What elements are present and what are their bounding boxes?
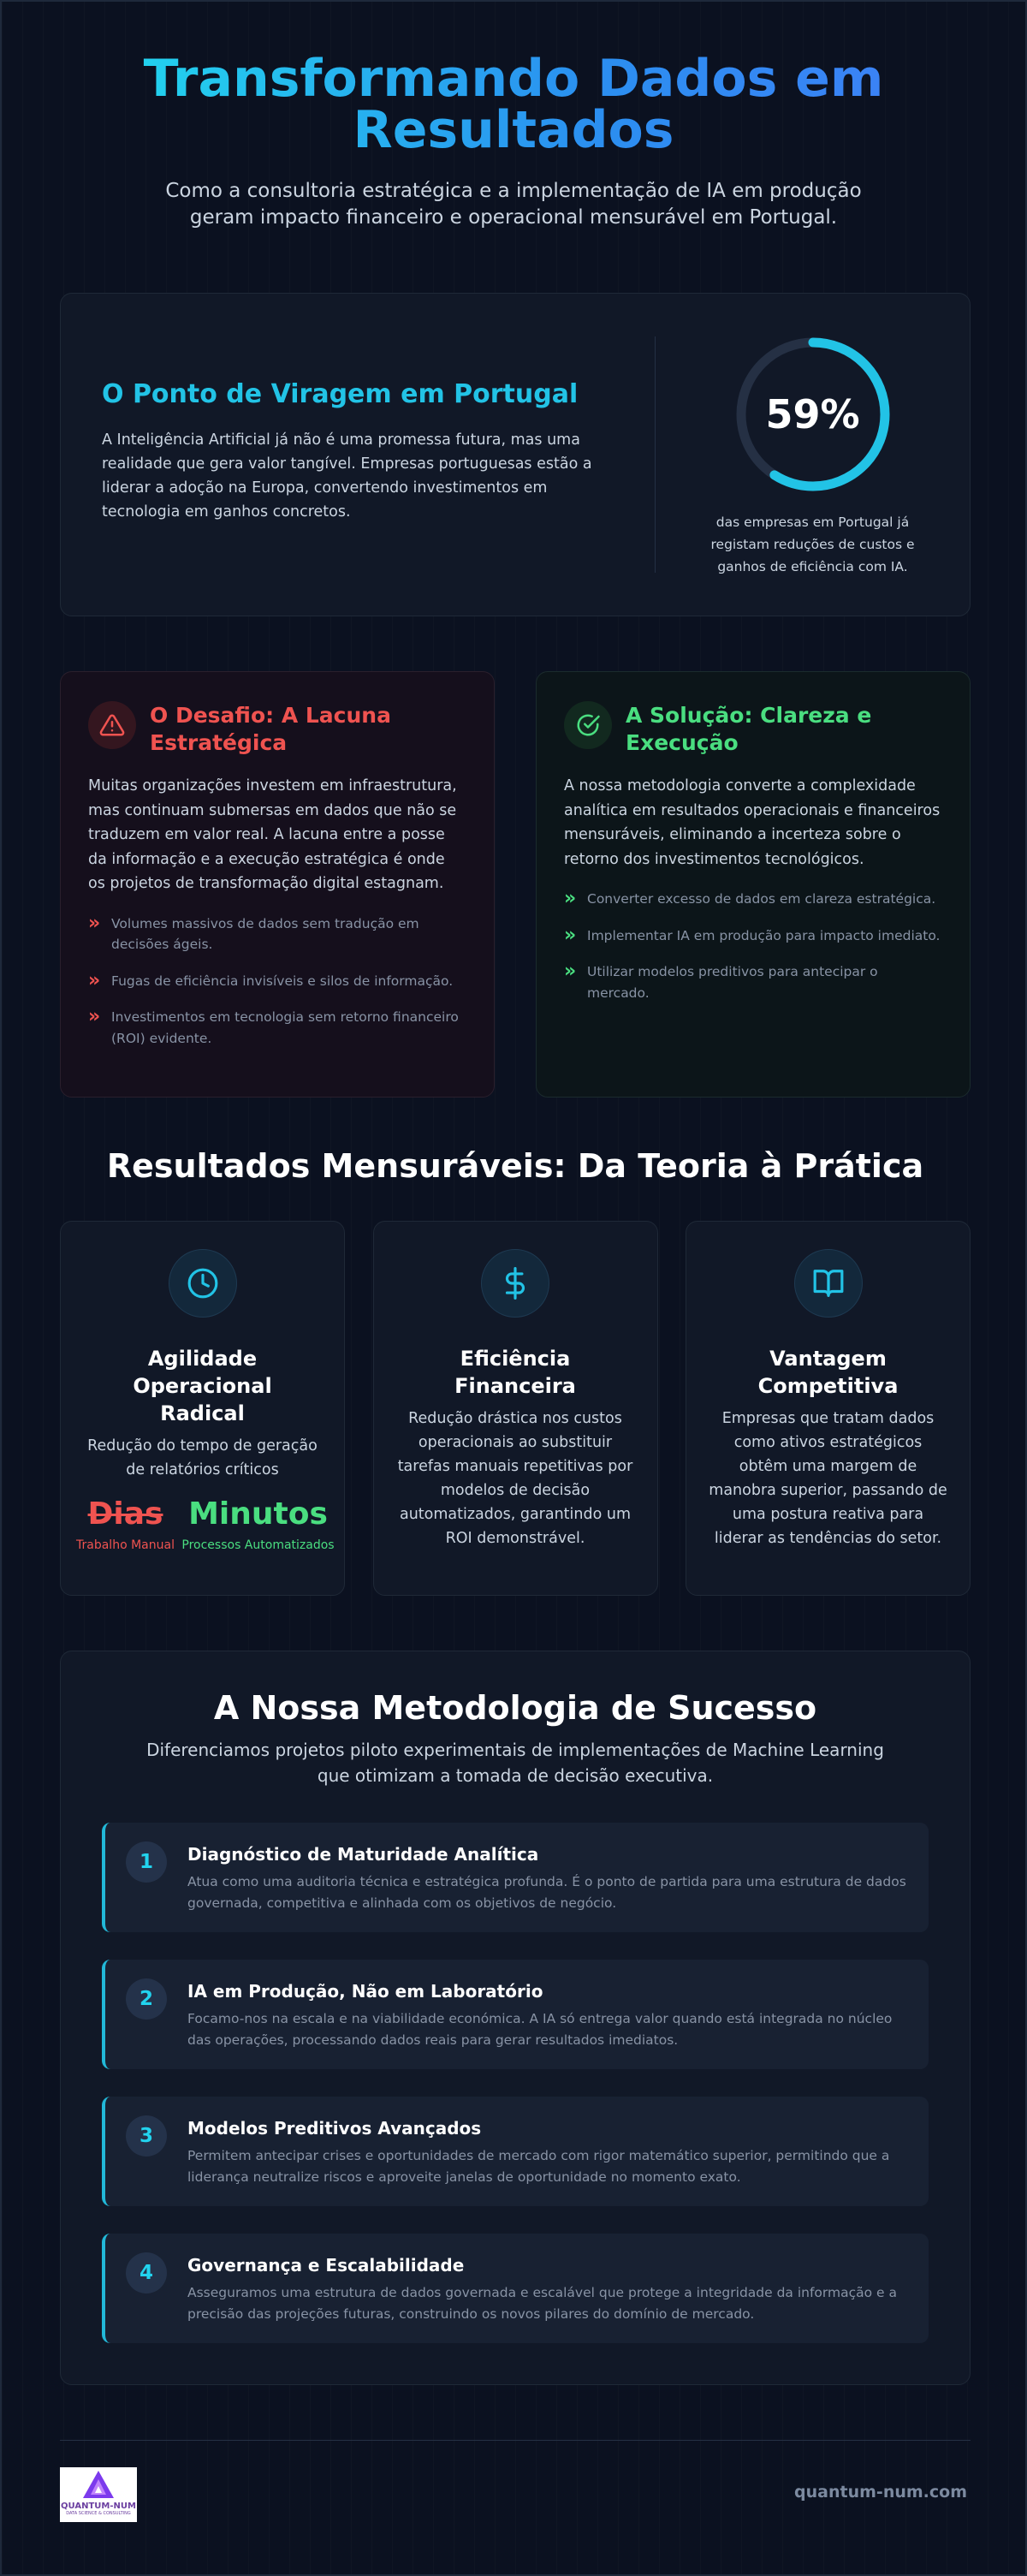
challenge-text: Muitas organizações investem em infraestrutura, mas continuam submersas em dados que não se traduzem em valor real. A lacuna entre a posse da informação e a execução estratégica é onde os projetos de transformação digital estagnam. <box>88 777 457 892</box>
challenge-list <box>88 913 466 1050</box>
logo-tagline: DATA SCIENCE & CONSULTING <box>66 2511 131 2516</box>
result-card-finance <box>373 1221 658 1596</box>
percent-value: 59% <box>765 391 860 437</box>
after-label: Processos Automatizados <box>181 1538 335 1552</box>
after-value: Minutos <box>188 1496 328 1532</box>
company-logo[interactable] <box>60 2467 137 2522</box>
step-text: Atua como uma auditoria técnica e estratégica profunda. É o ponto de partida para uma estrutura de dados governada, competitiva e alinhada com os objetivos de negócio. <box>187 1874 906 1911</box>
page-subtitle: Como a consultoria estratégica e a implementação de IA em produção geram impacto financeiro e operacional mensurável em Portugal. <box>165 180 862 229</box>
percent-caption: das empresas em Portugal já registam reduções de custos e ganhos de eficiência com IA. <box>710 515 915 574</box>
chevron-right-icon: » <box>88 912 101 934</box>
methodology-step <box>102 2097 929 2206</box>
methodology-title: A Nossa Metodologia de Sucesso <box>213 1689 817 1727</box>
methodology-step <box>102 2234 929 2343</box>
dollar-icon <box>481 1249 549 1318</box>
step-title: Governança e Escalabilidade <box>187 2255 465 2276</box>
methodology-subtitle: Diferenciamos projetos piloto experimentais de implementações de Machine Learning que otimizam a tomada de decisão executiva. <box>146 1740 884 1786</box>
step-number: 4 <box>126 2252 167 2293</box>
challenge-panel <box>60 671 495 1098</box>
challenge-solution-row <box>60 671 971 1098</box>
step-number: 1 <box>126 1841 167 1883</box>
result-card-competitive <box>686 1221 971 1596</box>
percent-ring <box>733 335 893 494</box>
viragem-text: A Inteligência Artificial já não é uma promessa futura, mas uma realidade que gera valor tangível. Empresas portuguesas estão a liderar a adoção na Europa, convertendo investimentos em tecnologia em ganhos concretos. <box>102 431 592 521</box>
result-card-agility <box>60 1221 345 1596</box>
challenge-title: O Desafio: A Lacuna Estratégica <box>150 703 391 755</box>
check-circle-icon <box>564 701 612 749</box>
chevron-right-icon: » <box>88 969 101 991</box>
step-title: IA em Produção, Não em Laboratório <box>187 1981 543 2002</box>
methodology-section <box>60 1651 971 2385</box>
chevron-right-icon: » <box>564 924 577 946</box>
result-card-title: Eficiência Financeira <box>454 1347 576 1398</box>
result-card-text: Redução drástica nos custos operacionais ao substituir tarefas manuais repetitivas por modelos de decisão automatizados, garantindo um ROI demonstrável. <box>397 1410 633 1547</box>
chevron-right-icon: » <box>564 888 577 909</box>
solution-title: A Solução: Clareza e Execução <box>626 703 872 755</box>
results-cards <box>60 1221 971 1596</box>
before-after-comparison <box>61 1497 344 1555</box>
list-item: » Utilizar modelos preditivos para antecipar o mercado. <box>564 961 942 1003</box>
step-title: Modelos Preditivos Avançados <box>187 2118 482 2139</box>
step-number: 2 <box>126 1978 167 2020</box>
chevron-right-icon: » <box>564 961 577 982</box>
results-title: Resultados Mensuráveis: Da Teoria à Prática <box>106 1147 924 1185</box>
logo-text: QUANTUM-NUM <box>61 2502 136 2511</box>
logo-mark-icon <box>80 2469 117 2500</box>
page-title: Transformando Dados em Resultados <box>128 53 899 156</box>
result-card-text: Empresas que tratam dados como ativos estratégicos obtêm uma margem de manobra superior, passando de uma postura reativa para liderar as tendências do setor. <box>709 1410 947 1547</box>
website-link[interactable]: quantum-num.com <box>794 2483 967 2502</box>
viragem-title: O Ponto de Viragem em Portugal <box>102 379 579 409</box>
step-text: Permitem antecipar crises e oportunidades de mercado com rigor matemático superior, permitindo que a liderança neutralize riscos e aproveite janelas de oportunidade no momento exato. <box>187 2148 890 2185</box>
list-item: » Investimentos em tecnologia sem retorno financeiro (ROI) evidente. <box>88 1007 466 1049</box>
viragem-card <box>60 293 971 616</box>
list-item: » Volumes massivos de dados sem tradução em decisões ágeis. <box>88 913 466 955</box>
before-label: Trabalho Manual <box>76 1538 175 1552</box>
step-text: Asseguramos uma estrutura de dados governada e escalável que protege a integridade da informação e a precisão das projeções futuras, construindo os novos pilares do domínio de mercado. <box>187 2285 898 2322</box>
clock-icon <box>169 1249 237 1318</box>
list-item: » Converter excesso de dados em clareza estratégica. <box>564 888 936 909</box>
chevron-right-icon: » <box>88 1006 101 1027</box>
step-text: Focamo-nos na escala e na viabilidade económica. A IA só entrega valor quando está integrada no núcleo das operações, processando dados reais para gerar resultados imediatos. <box>187 2011 893 2048</box>
result-card-title: Vantagem Competitiva <box>757 1347 899 1398</box>
step-title: Diagnóstico de Maturidade Analítica <box>187 1844 539 1865</box>
hero-section <box>2 2 1025 231</box>
list-item: » Implementar IA em produção para impacto imediato. <box>564 924 941 946</box>
step-number: 3 <box>126 2115 167 2157</box>
methodology-step <box>102 1960 929 2069</box>
solution-list <box>564 889 942 1003</box>
result-card-title: Agilidade Operacional Radical <box>133 1347 272 1425</box>
result-card-text: Redução do tempo de geração de relatórios críticos <box>87 1437 318 1478</box>
book-open-icon <box>794 1249 863 1318</box>
methodology-steps <box>61 1823 970 2343</box>
before-value: Dias <box>87 1496 163 1532</box>
list-item: » Fugas de eficiência invisíveis e silos de informação. <box>88 969 454 991</box>
solution-text: A nossa metodologia converte a complexidade analítica em resultados operacionais e financeiros mensuráveis, eliminando a incerteza sobre o retorno dos investimentos tecnológicos. <box>564 777 941 868</box>
footer-divider <box>60 2440 971 2441</box>
methodology-step <box>102 1823 929 1932</box>
warning-triangle-icon <box>88 701 136 749</box>
solution-panel <box>536 671 971 1098</box>
